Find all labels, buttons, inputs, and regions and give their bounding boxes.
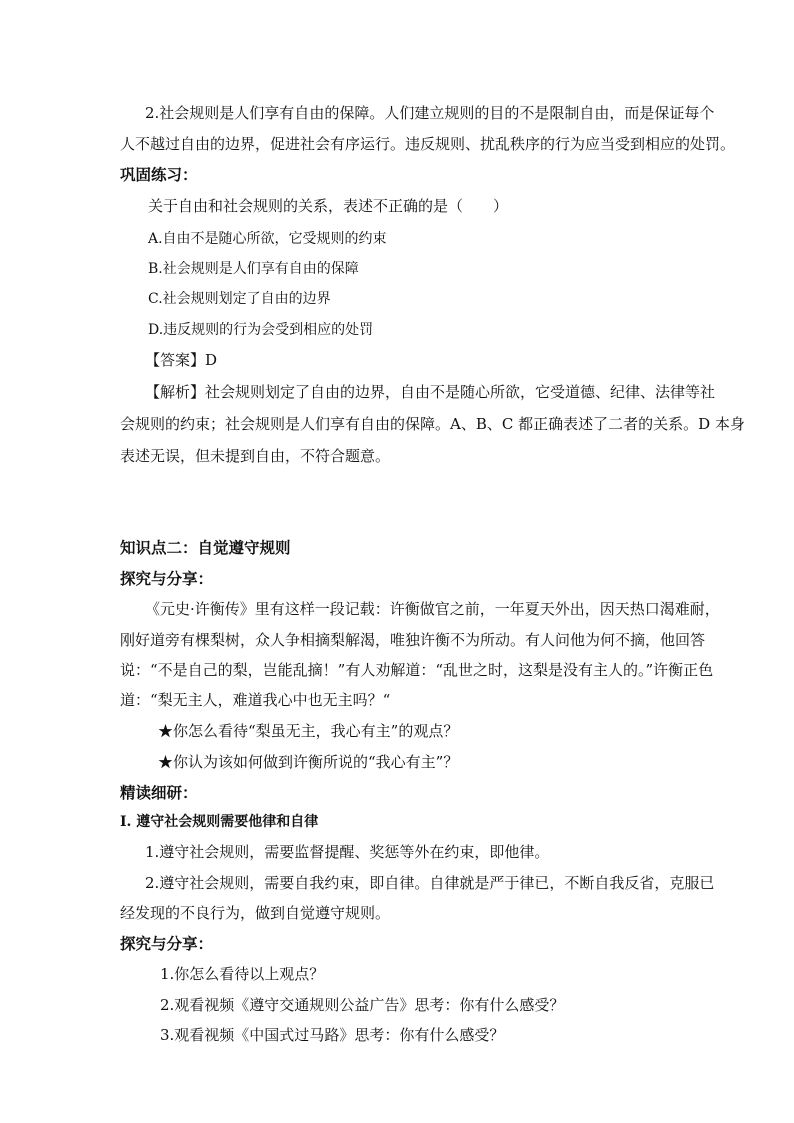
explore-item-2: 2.观看视频《遵守交通规则公益广告》思考：你有什么感受？ <box>160 996 565 1014</box>
story-line2: 刚好道旁有棵梨树，众人争相摘梨解渴，唯独许衡不为所动。有人问他为何不摘，他回答 <box>120 631 706 649</box>
point2-line2: 人不越过自由的边界，促进社会有序运行。违反规则、扰乱秩序的行为应当受到相应的处罚。 <box>120 135 736 153</box>
point2-line1: 2.社会规则是人们享有自由的保障。人们建立规则的目的不是限制自由，而是保证每个 <box>145 104 715 122</box>
practice-heading: 巩固练习： <box>120 165 198 184</box>
question-star-1: ★你怎么看待“梨虽无主，我心有主”的观点？ <box>158 722 459 740</box>
story-line1: 《元史·许衡传》里有这样一段记载：许衡做官之前，一年夏天外出，因天热口渴难耐， <box>145 600 720 618</box>
practice-question: 关于自由和社会规则的关系，表述不正确的是（ ） <box>148 197 509 215</box>
story-line3: 说：“不是自己的梨，岂能乱摘！”有人劝解道：“乱世之时，这梨是没有主人的。”许衡正色 <box>120 661 714 679</box>
question-star-2: ★你认为该如何做到许衡所说的“我心有主”？ <box>158 753 459 771</box>
study-heading: 精读细研： <box>120 783 198 802</box>
explore-item-3: 3.观看视频《中国式过马路》思考：你有什么感受？ <box>160 1026 505 1044</box>
option-a: A.自由不是随心所欲，它受规则的约束 <box>148 231 387 247</box>
analysis-line2: 会规则的约束；社会规则是人们享有自由的保障。A、B、C 都正确表述了二者的关系。D 本身 <box>120 415 745 433</box>
analysis-line1: 【解析】社会规则划定了自由的边界，自由不是随心所欲，它受道德、纪律、法律等社 <box>145 383 716 401</box>
section2-title: 知识点二：自觉遵守规则 <box>120 538 291 557</box>
option-c: C.社会规则划定了自由的边界 <box>148 291 331 307</box>
explore2-heading: 探究与分享： <box>120 934 214 953</box>
rule2-line1: 2.遵守社会规则，需要自我约束，即自律。自律就是严于律已，不断自我反省，克服已 <box>145 874 715 892</box>
rule1-text: 1.遵守社会规则，需要监督提醒、奖惩等外在约束，即他律。 <box>145 843 550 861</box>
rule2-line2: 经发现的不良行为，做到自觉遵守规则。 <box>120 904 391 922</box>
explore-item-1: 1.你怎么看待以上观点？ <box>160 965 325 983</box>
answer-text: 【答案】D <box>145 351 218 369</box>
option-b: B.社会规则是人们享有自由的保障 <box>148 261 359 277</box>
explore-heading: 探究与分享： <box>120 569 214 588</box>
analysis-line3: 表述无误，但未提到自由，不符合题意。 <box>120 447 391 465</box>
option-d: D.违反规则的行为会受到相应的处罚 <box>148 322 374 338</box>
story-line4: 道：“梨无主人，难道我心中也无主吗？“ <box>120 691 391 709</box>
subsection-title: Ⅰ. 遵守社会规则需要他律和自律 <box>120 814 319 830</box>
